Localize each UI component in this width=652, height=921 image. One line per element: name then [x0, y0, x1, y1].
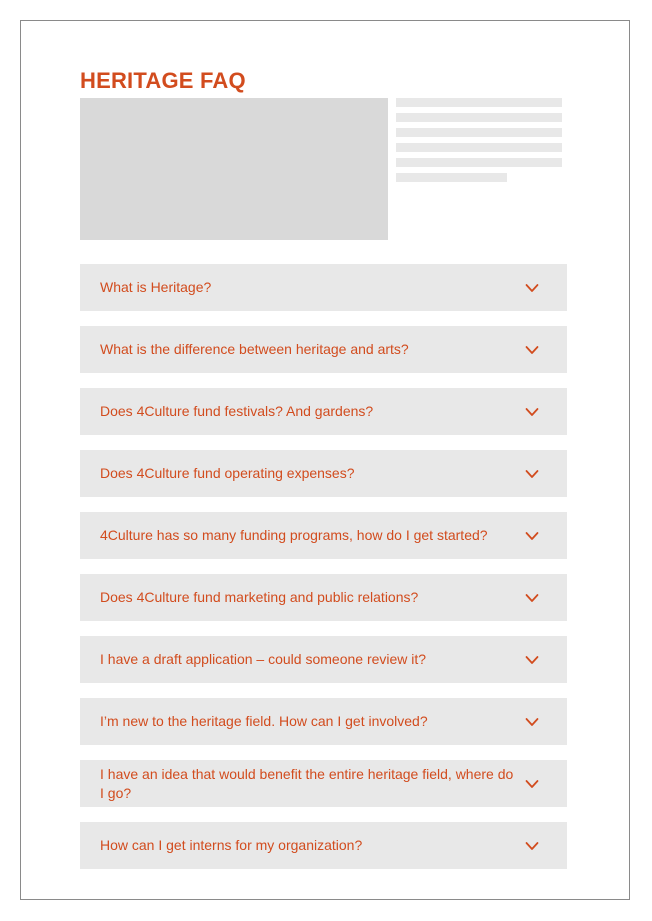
faq-question: Does 4Culture fund marketing and public relations? — [100, 589, 419, 605]
chevron-down-icon[interactable] — [525, 531, 539, 541]
faq-question: Does 4Culture fund festivals? And gardens? — [100, 403, 374, 419]
faq-item[interactable] — [80, 636, 567, 683]
chevron-down-icon[interactable] — [525, 345, 539, 355]
faq-item[interactable] — [80, 822, 567, 869]
faq-item[interactable] — [80, 698, 567, 745]
faq-question: What is Heritage? — [100, 279, 212, 295]
chevron-down-icon[interactable] — [525, 283, 539, 293]
chevron-down-icon[interactable] — [525, 469, 539, 479]
chevron-down-icon[interactable] — [525, 655, 539, 665]
faq-question: What is the difference between heritage and arts? — [100, 341, 409, 357]
text-placeholder-line — [396, 98, 562, 107]
chevron-down-icon[interactable] — [525, 841, 539, 851]
intro-text-placeholder — [396, 98, 562, 188]
chevron-down-icon[interactable] — [525, 779, 539, 789]
faq-accordion — [80, 264, 567, 884]
text-placeholder-line — [396, 113, 562, 122]
page-title: HERITAGE FAQ — [80, 68, 246, 93]
faq-item[interactable] — [80, 388, 567, 435]
faq-question: 4Culture has so many funding programs, how do I get started? — [100, 527, 488, 543]
faq-item[interactable] — [80, 574, 567, 621]
faq-item[interactable] — [80, 326, 567, 373]
faq-question: I’m new to the heritage field. How can I get involved? — [100, 713, 428, 729]
faq-item[interactable] — [80, 264, 567, 311]
chevron-down-icon[interactable] — [525, 407, 539, 417]
text-placeholder-line — [396, 158, 562, 167]
faq-item[interactable] — [80, 512, 567, 559]
chevron-down-icon[interactable] — [525, 593, 539, 603]
faq-item[interactable] — [80, 760, 567, 807]
faq-item[interactable] — [80, 450, 567, 497]
text-placeholder-line — [396, 128, 562, 137]
faq-question: I have an idea that would benefit the entire heritage field, where do I go? — [100, 765, 514, 801]
text-placeholder-line — [396, 173, 507, 182]
hero-image-placeholder — [80, 98, 388, 240]
faq-question: Does 4Culture fund operating expenses? — [100, 465, 355, 481]
faq-question: How can I get interns for my organization? — [100, 837, 363, 853]
text-placeholder-line — [396, 143, 562, 152]
faq-question: I have a draft application – could someone review it? — [100, 651, 427, 667]
chevron-down-icon[interactable] — [525, 717, 539, 727]
